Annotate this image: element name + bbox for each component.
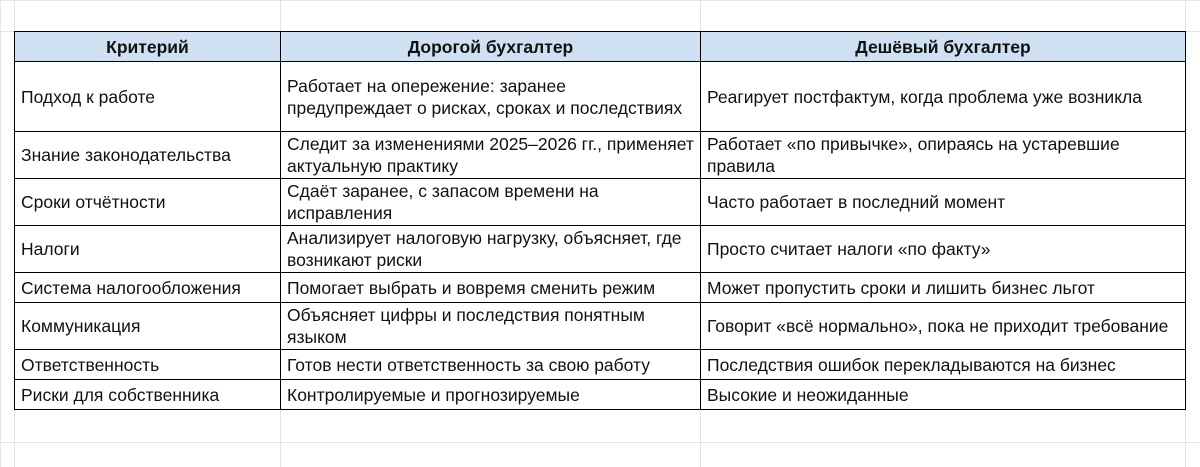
comparison-table	[14, 31, 1186, 410]
cheap-cell[interactable]: Говорит «всё нормально», пока не приходит требование	[701, 303, 1186, 350]
cheap-cell[interactable]: Работает «по привычке», опираясь на устаревшие правила	[701, 132, 1186, 179]
cheap-cell[interactable]: Часто работает в последний момент	[701, 179, 1186, 226]
table-row	[15, 350, 1186, 380]
table-row	[15, 179, 1186, 226]
cheap-cell[interactable]: Реагирует постфактум, когда проблема уже возникла	[701, 62, 1186, 132]
expensive-cell[interactable]: Готов нести ответственность за свою работу	[281, 350, 701, 380]
criterion-cell[interactable]: Риски для собственника	[15, 380, 281, 410]
criterion-cell[interactable]: Подход к работе	[15, 62, 281, 132]
expensive-cell[interactable]: Сдаёт заранее, с запасом времени на исправления	[281, 179, 701, 226]
header-criterion[interactable]: Критерий	[15, 32, 281, 62]
header-cheap-accountant[interactable]: Дешёвый бухгалтер	[701, 32, 1186, 62]
table-row	[15, 273, 1186, 303]
gridline	[0, 442, 1200, 443]
table-row	[15, 303, 1186, 350]
cheap-cell[interactable]: Может пропустить сроки и лишить бизнес льгот	[701, 273, 1186, 303]
expensive-cell[interactable]: Работает на опережение: заранее предупреждает о рисках, сроках и последствиях	[281, 62, 701, 132]
criterion-cell[interactable]: Сроки отчётности	[15, 179, 281, 226]
table-row	[15, 380, 1186, 410]
expensive-cell[interactable]: Анализирует налоговую нагрузку, объясняет, где возникают риски	[281, 226, 701, 273]
expensive-cell[interactable]: Объясняет цифры и последствия понятным языком	[281, 303, 701, 350]
header-row	[15, 32, 1186, 62]
cheap-cell[interactable]: Высокие и неожиданные	[701, 380, 1186, 410]
expensive-cell[interactable]: Контролируемые и прогнозируемые	[281, 380, 701, 410]
cheap-cell[interactable]: Просто считает налоги «по факту»	[701, 226, 1186, 273]
expensive-cell[interactable]: Следит за изменениями 2025–2026 гг., применяет актуальную практику	[281, 132, 701, 179]
criterion-cell[interactable]: Система налогообложения	[15, 273, 281, 303]
header-expensive-accountant[interactable]: Дорогой бухгалтер	[281, 32, 701, 62]
table-row	[15, 132, 1186, 179]
table-row	[15, 62, 1186, 132]
criterion-cell[interactable]: Знание законодательства	[15, 132, 281, 179]
cheap-cell[interactable]: Последствия ошибок перекладываются на бизнес	[701, 350, 1186, 380]
criterion-cell[interactable]: Налоги	[15, 226, 281, 273]
table-row	[15, 226, 1186, 273]
expensive-cell[interactable]: Помогает выбрать и вовремя сменить режим	[281, 273, 701, 303]
criterion-cell[interactable]: Ответственность	[15, 350, 281, 380]
criterion-cell[interactable]: Коммуникация	[15, 303, 281, 350]
